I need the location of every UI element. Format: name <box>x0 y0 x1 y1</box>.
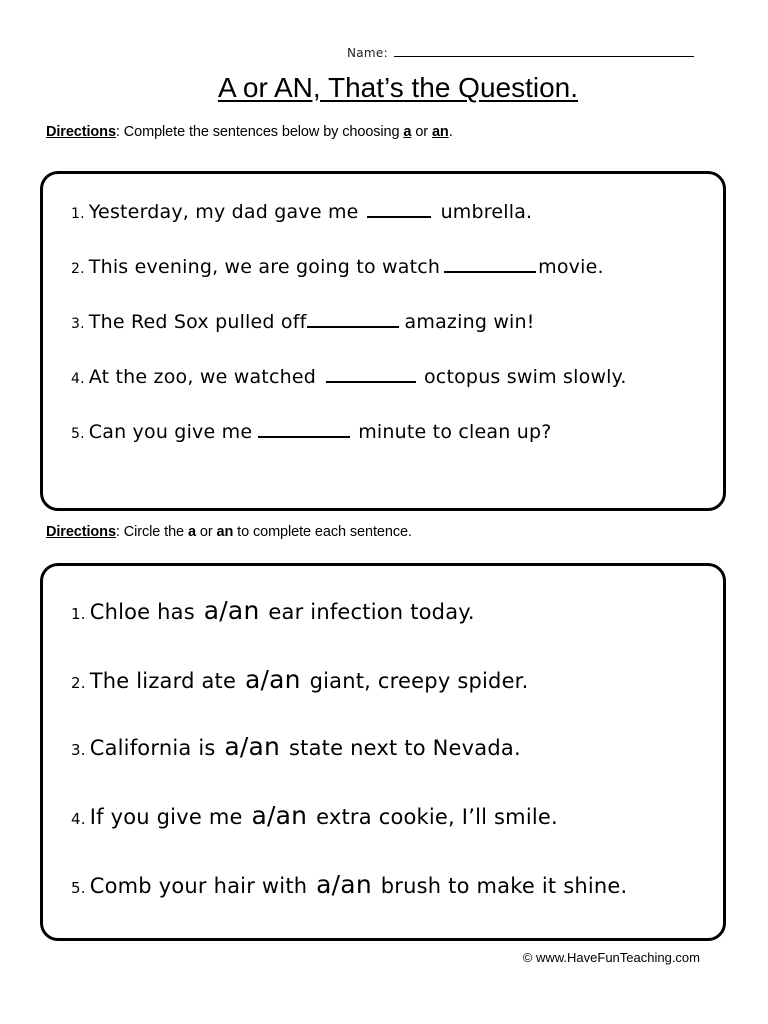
circle-choice-box <box>40 563 726 941</box>
item-number: 3. <box>71 741 86 759</box>
answer-blank[interactable] <box>367 200 431 218</box>
list-item <box>71 420 552 443</box>
item-number: 4. <box>71 371 85 387</box>
directions-2 <box>46 524 412 540</box>
choice-a-an[interactable]: a/an <box>224 732 281 761</box>
list-item <box>71 732 521 761</box>
sentence-start: If you give me <box>89 805 243 829</box>
sentence-start: The lizard ate <box>89 669 237 693</box>
choice-a-an[interactable]: a/an <box>251 801 308 830</box>
sentence-end: ear infection today. <box>268 600 475 624</box>
answer-blank[interactable] <box>307 310 399 328</box>
sentence-start: Comb your hair with <box>89 874 308 898</box>
directions-1-kw-a: a <box>403 124 412 140</box>
list-item <box>71 870 627 899</box>
list-item <box>71 255 604 278</box>
sentence-start: This evening, we are going to watch <box>88 256 441 278</box>
sentence-end: giant, creepy spider. <box>309 669 529 693</box>
sentence-end: minute to clean up? <box>358 421 552 443</box>
sentence-end: umbrella. <box>440 201 533 223</box>
choice-a-an[interactable]: a/an <box>203 596 260 625</box>
sentence-start: At the zoo, we watched <box>88 366 316 388</box>
sentence-start: Yesterday, my dad gave me <box>88 201 359 223</box>
directions-2-end: to complete each sentence. <box>233 524 412 540</box>
sentence-start: Can you give me <box>88 421 253 443</box>
directions-1-kw-an: an <box>431 124 449 140</box>
answer-blank[interactable] <box>258 420 350 438</box>
directions-1-label: Directions <box>46 124 116 140</box>
item-number: 1. <box>71 206 85 222</box>
directions-1-mid: or <box>411 124 432 140</box>
sentence-end: extra cookie, I’ll smile. <box>316 805 558 829</box>
name-blank <box>394 46 694 57</box>
sentence-end: state next to Nevada. <box>289 736 521 760</box>
item-number: 5. <box>71 426 85 442</box>
sentence-end: amazing win! <box>404 311 535 333</box>
directions-1 <box>46 124 453 140</box>
directions-2-text: : Circle the <box>115 524 188 540</box>
list-item <box>71 801 558 830</box>
sentence-end: octopus swim slowly. <box>423 366 627 388</box>
item-number: 5. <box>71 879 86 897</box>
directions-1-text: : Complete the sentences below by choosing <box>115 124 404 140</box>
name-field <box>347 46 694 60</box>
item-number: 1. <box>71 605 86 623</box>
item-number: 2. <box>71 261 85 277</box>
sentence-end: movie. <box>538 256 604 278</box>
answer-blank[interactable] <box>444 255 536 273</box>
answer-blank[interactable] <box>326 365 416 383</box>
choice-a-an[interactable]: a/an <box>245 665 301 694</box>
copyright-footer: © www.HaveFunTeaching.com <box>522 950 700 965</box>
list-item <box>71 665 528 694</box>
sentence-end: brush to make it shine. <box>380 874 628 898</box>
item-number: 4. <box>71 810 86 828</box>
list-item <box>71 310 535 333</box>
list-item <box>71 365 627 388</box>
name-label: Name: <box>347 46 388 60</box>
item-number: 3. <box>71 316 85 332</box>
fill-in-box <box>40 171 726 511</box>
directions-2-mid: or <box>195 524 217 540</box>
choice-a-an[interactable]: a/an <box>316 870 372 899</box>
list-item <box>71 596 475 625</box>
page-title: A or AN, That’s the Question. <box>217 72 579 103</box>
list-item <box>71 200 532 223</box>
sentence-start: The Red Sox pulled off <box>88 311 307 333</box>
directions-2-kw-an: an <box>216 524 234 540</box>
item-number: 2. <box>71 674 86 692</box>
directions-2-kw-a: a <box>187 524 196 540</box>
sentence-start: Chloe has <box>89 600 195 624</box>
directions-1-end: . <box>448 124 453 140</box>
directions-2-label: Directions <box>46 524 116 540</box>
sentence-start: California is <box>89 736 216 760</box>
